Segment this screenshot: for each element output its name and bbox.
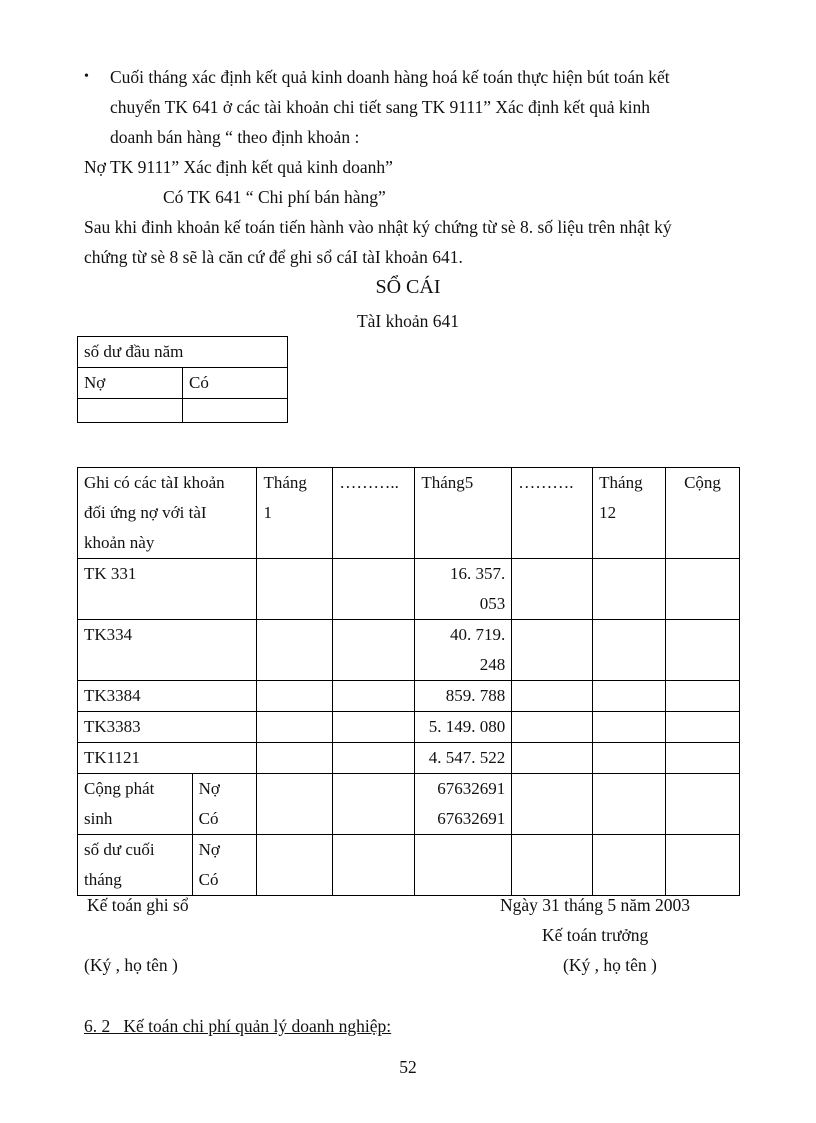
cell-dots1: [333, 712, 415, 743]
table-row: [78, 712, 740, 743]
cell-month12: [593, 835, 666, 896]
header-month1-l2: 1: [263, 503, 272, 522]
cell-month1: [257, 743, 333, 774]
cell-month12: [593, 620, 666, 681]
entry-debit: Nợ TK 9111” Xác định kết quả kinh doanh”: [84, 157, 393, 177]
cell-dots2: [512, 835, 593, 896]
section-heading: 6. 2 Kế toán chi phí quản lý doanh nghiệp:: [84, 1016, 392, 1036]
cell-month1: [257, 712, 333, 743]
para-line-2: chứng từ sè 8 sẽ là căn cứ để ghi sổ cáI tàI khoản 641.: [84, 247, 463, 267]
row-month5: [415, 620, 512, 681]
cell-month5: [415, 835, 512, 896]
cell-total: [666, 743, 740, 774]
cell-dots1: [333, 774, 415, 835]
phat-sinh-credit-label: Có: [198, 809, 219, 828]
intro-line-2: chuyển TK 641 ở các tài khoản chi tiết sang TK 9111” Xác định kết quả kinh: [110, 97, 650, 117]
cell-dots1: [333, 835, 415, 896]
closing-debit-label: Nợ: [198, 840, 220, 859]
para-line-1: Sau khi đinh khoản kế toán tiến hành vào nhật ký chứng từ sè 8. số liệu trên nhật ký: [84, 217, 672, 237]
ledger-subtitle: TàI khoản 641: [356, 311, 460, 331]
closing-label: [78, 835, 193, 896]
row-month5-l2: 248: [479, 655, 506, 674]
cell-dots2: [512, 681, 593, 712]
row-account: TK334: [78, 620, 257, 681]
cell-total: [666, 559, 740, 620]
signature-left-sign: (Ký , họ tên ): [84, 955, 178, 975]
header-total: Cộng: [666, 468, 740, 559]
closing-label-l2: tháng: [84, 870, 122, 889]
row-account: TK3383: [78, 712, 257, 743]
cell-dots1: [333, 681, 415, 712]
row-month5-l2: 053: [479, 594, 506, 613]
intro-line-1: Cuối tháng xác định kết quả kinh doanh hàng hoá kế toán thực hiện bút toán kết: [110, 67, 670, 87]
signature-left-title: Kế toán ghi sổ: [87, 895, 189, 915]
cell-month12: [593, 681, 666, 712]
row-month5: [415, 559, 512, 620]
phat-sinh-side: [192, 774, 257, 835]
row-month5-l1: 16. 357.: [449, 564, 506, 583]
row-account: TK3384: [78, 681, 257, 712]
cell-total: [666, 774, 740, 835]
opening-credit-value: [183, 399, 288, 423]
signature-right-sign: (Ký , họ tên ): [563, 955, 657, 975]
intro-line-3: doanh bán hàng “ theo định khoản :: [110, 127, 360, 147]
opening-debit-value: [78, 399, 183, 423]
phat-sinh-month5: [415, 774, 512, 835]
header-dots-2: ……….: [512, 468, 593, 559]
cell-dots2: [512, 559, 593, 620]
cell-total: [666, 681, 740, 712]
bullet-icon: •: [84, 69, 89, 84]
closing-credit-label: Có: [198, 870, 219, 889]
header-month12: [593, 468, 666, 559]
cell-month1: [257, 559, 333, 620]
opening-balance-header: số dư đầu năm: [78, 337, 288, 368]
header-month1: [257, 468, 333, 559]
header-month12-l1: Tháng: [599, 473, 643, 492]
ledger-title: SỔ CÁI: [375, 276, 441, 298]
header-month12-l2: 12: [599, 503, 617, 522]
table-row: [78, 743, 740, 774]
phat-sinh-label: [78, 774, 193, 835]
phat-sinh-debit-label: Nợ: [198, 779, 220, 798]
page-number: 52: [399, 1057, 417, 1077]
cell-total: [666, 620, 740, 681]
phat-sinh-label-l2: sinh: [84, 809, 113, 828]
header-dots-1: ………..: [333, 468, 415, 559]
row-month5: 5. 149. 080: [415, 712, 512, 743]
header-account-l3: khoản này: [84, 533, 155, 552]
cell-total: [666, 835, 740, 896]
cell-month1: [257, 774, 333, 835]
ledger-table: [77, 467, 740, 896]
header-month1-l1: Tháng: [263, 473, 307, 492]
entry-credit: Có TK 641 “ Chi phí bán hàng”: [163, 187, 386, 207]
cell-month12: [593, 559, 666, 620]
opening-debit-label: Nợ: [78, 368, 183, 399]
row-month5: 859. 788: [415, 681, 512, 712]
cell-dots2: [512, 743, 593, 774]
opening-credit-label: Có: [183, 368, 288, 399]
cell-dots2: [512, 620, 593, 681]
opening-balance-table: [77, 336, 288, 423]
cell-month1: [257, 681, 333, 712]
signature-right-title: Kế toán trưởng: [542, 925, 649, 945]
phat-sinh-debit-value: 67632691: [437, 779, 506, 798]
header-month5: Tháng5: [415, 468, 512, 559]
signature-date: Ngày 31 tháng 5 năm 2003: [500, 895, 691, 915]
closing-balance-row: [78, 835, 740, 896]
cell-month1: [257, 620, 333, 681]
header-account-l1: Ghi có các tàI khoản: [84, 473, 225, 492]
cell-dots2: [512, 774, 593, 835]
cell-month12: [593, 743, 666, 774]
cell-total: [666, 712, 740, 743]
row-month5-l1: 40. 719.: [449, 625, 506, 644]
table-row: [78, 559, 740, 620]
phat-sinh-credit-value: 67632691: [437, 809, 506, 828]
cell-dots2: [512, 712, 593, 743]
row-month5: 4. 547. 522: [415, 743, 512, 774]
cell-month1: [257, 835, 333, 896]
cell-dots1: [333, 743, 415, 774]
header-account-col: [78, 468, 257, 559]
row-account: TK 331: [78, 559, 257, 620]
cell-dots1: [333, 620, 415, 681]
table-row: [78, 620, 740, 681]
cell-month12: [593, 712, 666, 743]
table-header-row: [78, 468, 740, 559]
closing-label-l1: số dư cuối: [84, 840, 155, 859]
closing-side: [192, 835, 257, 896]
phat-sinh-row: [78, 774, 740, 835]
row-account: TK1121: [78, 743, 257, 774]
cell-dots1: [333, 559, 415, 620]
table-row: [78, 681, 740, 712]
header-account-l2: đối ứng nợ với tàI: [84, 503, 207, 522]
phat-sinh-label-l1: Cộng phát: [84, 779, 155, 798]
cell-month12: [593, 774, 666, 835]
